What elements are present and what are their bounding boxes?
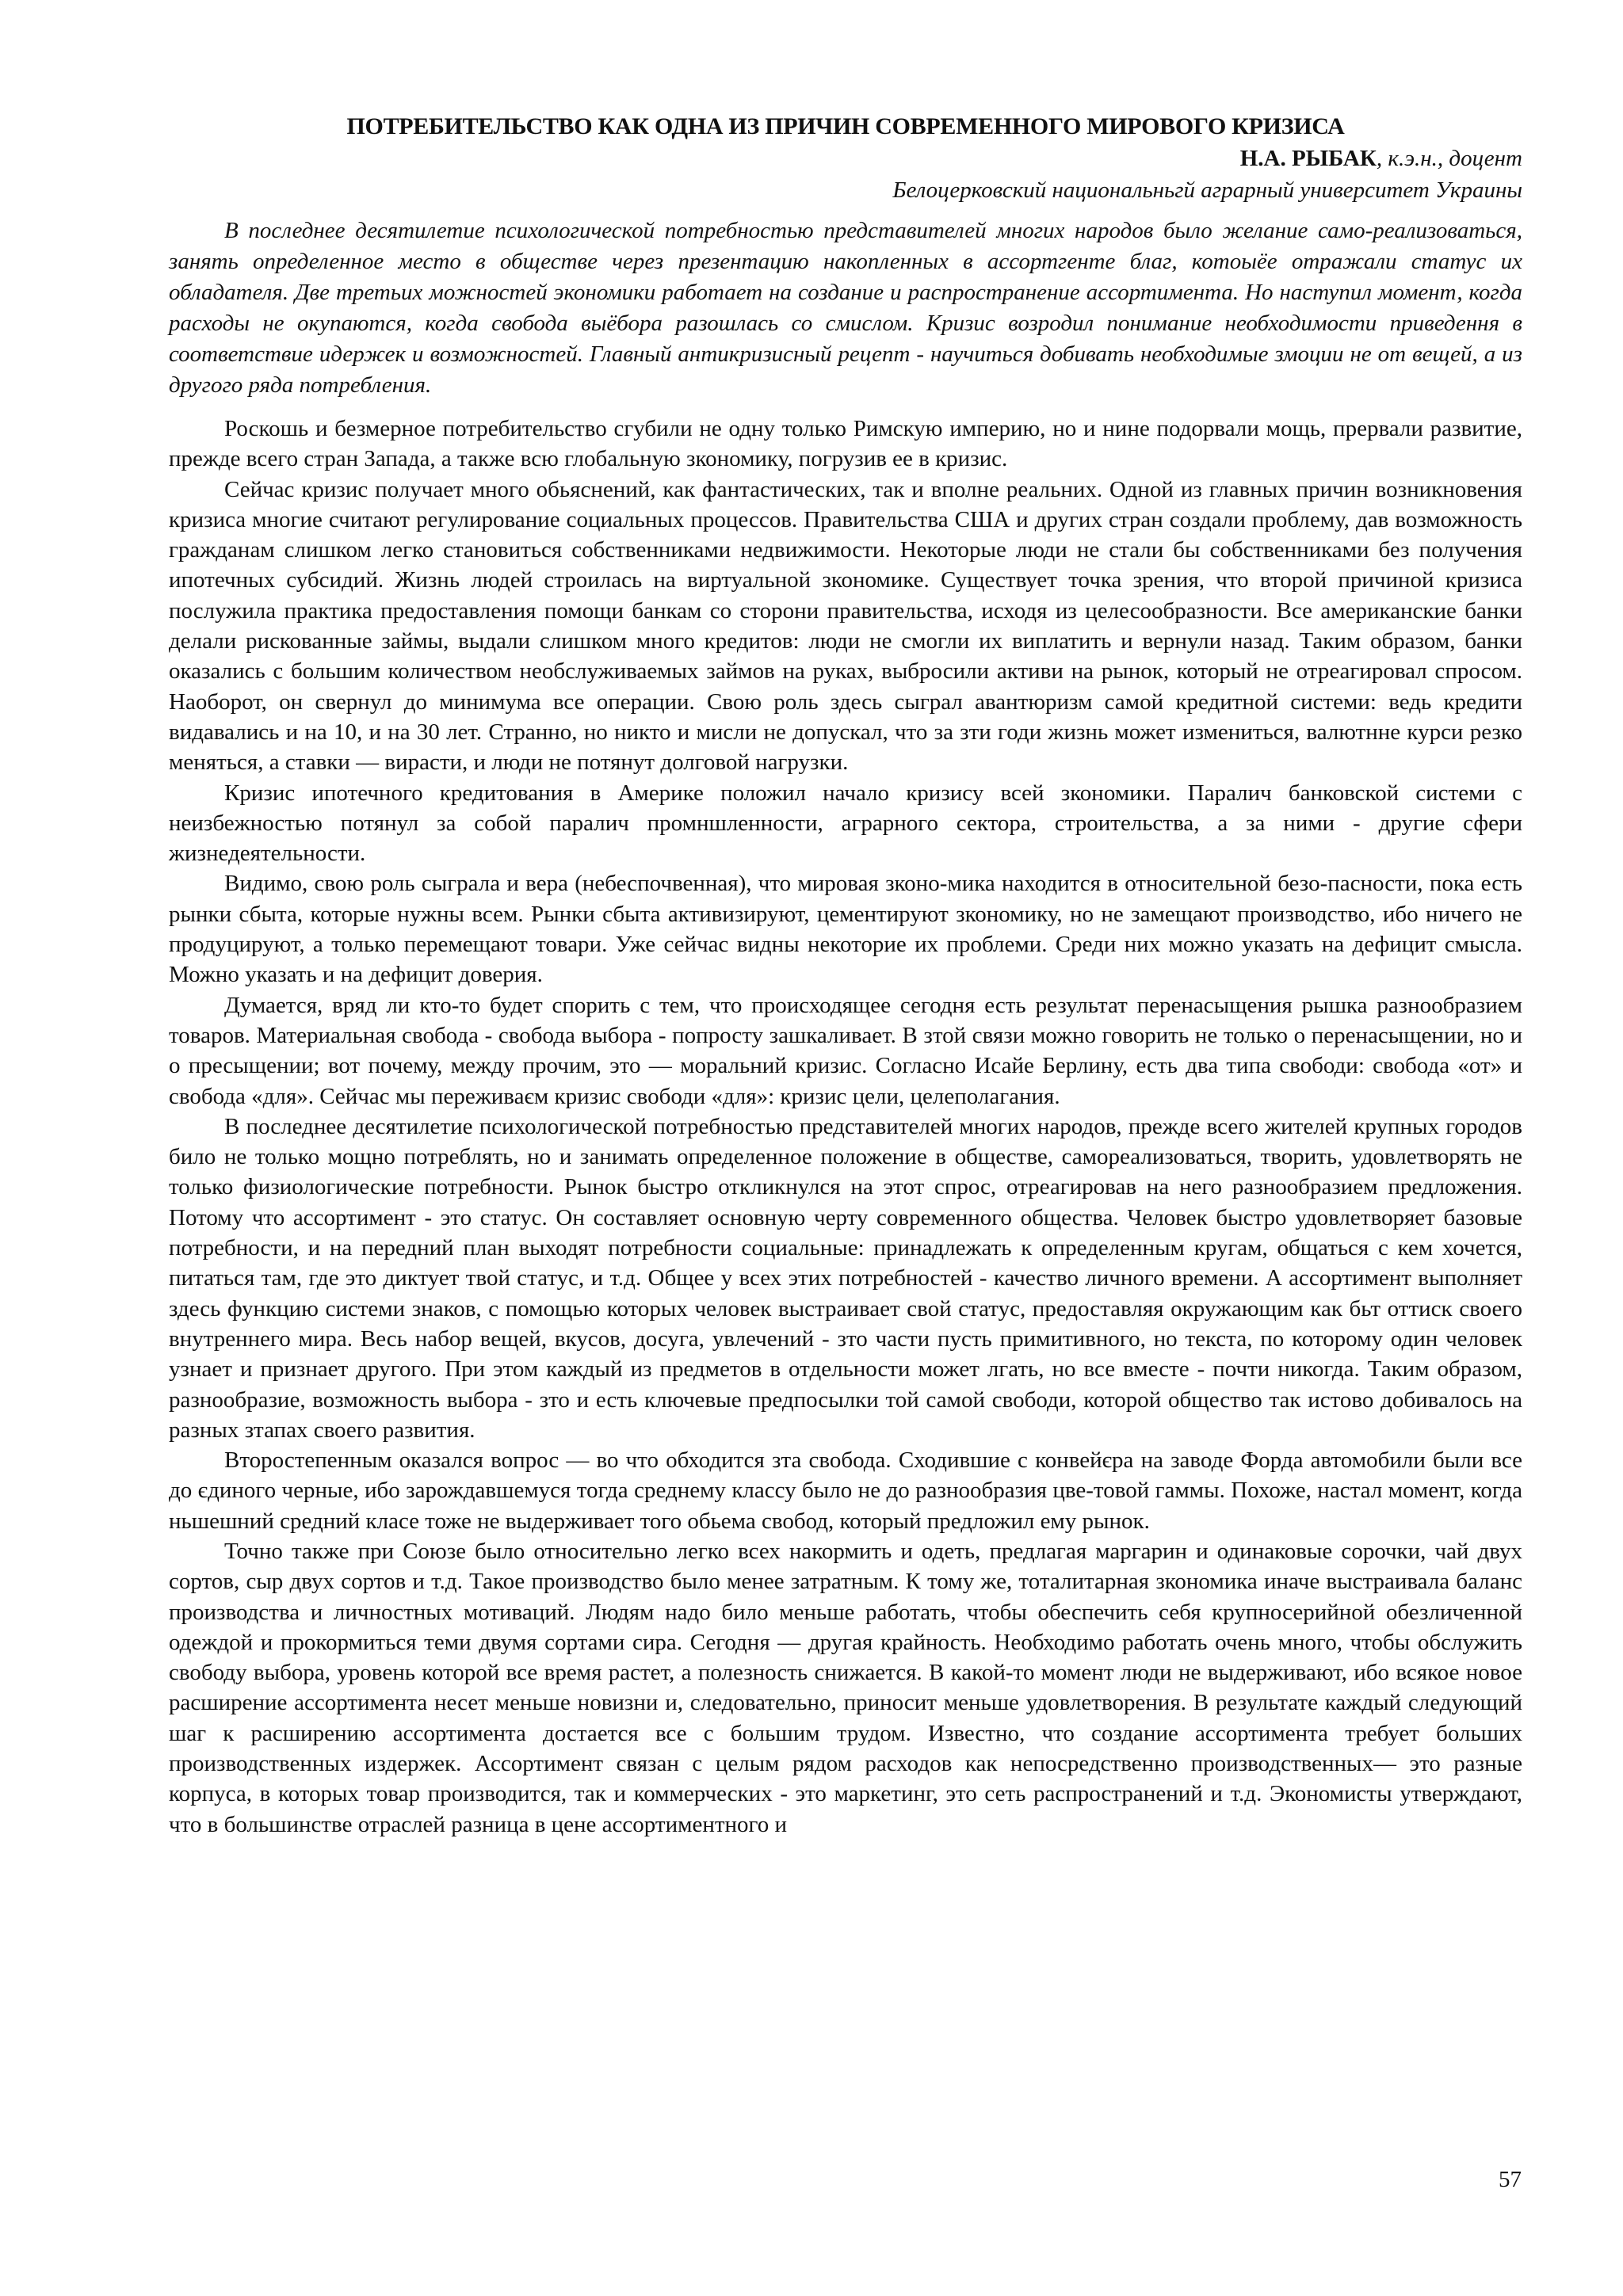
article-title: ПОТРЕБИТЕЛЬСТВО КАК ОДНА ИЗ ПРИЧИН СОВРЕМЕННОГО МИРОВОГО КРИЗИСА <box>346 113 1345 139</box>
author-name: Н.А. РЫБАК <box>1239 146 1377 171</box>
body-paragraph: Точно также при Союзе было относительно легко всех накормить и одеть, предлагая маргарин и одинаковые сорочки, чай двух сортов, сыр двух сортов и т.д. Такое производство было менее затратным. К тому же, тоталитарная зкономика иначе выстраивала баланс производства и личностных мотиваций. Людям надо било меньше работать, чтобы обеспечить себя крупносерийной обезличенной одеждой и прокормиться теми двумя сортами сира. Сегодня — другая крайность. Необходимо работать очень много, чтобы обслужить свободу выбора, уровень которой все время растет, а полезность снижается. В какой-то момент люди не выдерживают, ибо всякое новое расширение ассортимента несет меньше новизни и, следовательно, приносит меньше удовлетворения. В результате каждый следующий шаг к расширению ассортимента достается все с большим трудом. Известно, что создание ассортимента требует больших производственных издержек. Ассортимент связан с целым рядом расходов как непосредственно производственных— это разные корпуса, в которых товар производится, так и коммерческих - это маркетинг, это сеть распространений и т.д. Экономисты утверждают, что в большинстве отраслей разница в цене ассортиментного и <box>169 1538 1522 1837</box>
author-line <box>169 143 1522 174</box>
page-number: 57 <box>1499 2167 1522 2192</box>
article-body <box>169 414 1522 1840</box>
abstract: В последнее десятилетие психологической потребностью представителей многих народов было желание само-реализоваться, занять определенное место в обществе через презентацию накопленных в ассортгенте благ, котоыёе отражали статус их обладателя. Две третьих можностей экономики работает на создание и распространение ассортимента. Но наступил момент, когда расходы не окупаются, когда свобода выёбора разошлась со смислом. Кризис возродил понимание необходимости приведення в соответствие идержек и возможностей. Главный антикризисный рецепт - научиться добивать необходимые змоции не от вещей, а из другого ряда потребления. <box>169 218 1522 398</box>
body-paragraph: Думается, вряд ли кто-то будет спорить с тем, что происходящее сегодня есть результат перенасыщения рышка разнообразием товаров. Материальная свобода - свобода выбора - попросту зашкаливает. В зтой связи можно говорить не только о перенасыщении, но и о пресыщении; вот почему, между прочим, это — моральний кризис. Согласно Исайе Берлину, есть два типа свободи: свобода «от» и свобода «для». Сейчас мы переживаєм кризис свободи «для»: кризис цели, целеполагания. <box>169 992 1522 1109</box>
page-content <box>169 111 1522 1840</box>
body-paragraph: В последнее десятилетие психологической потребностью представителей многих народов, прежде всего жителей крупных городов било не только мощно потреблять, но и занимать определенное положение в обществе, самореализоваться, творить, удовлетворять не только физиологические потребности. Рынок быстро откликнулся на этот спрос, отреагировав на него разнообразием предложения. Потому что ассортимент - это статус. Он составляет основную черту современного общества. Человек быстро удовлетворяет базовые потребности, и на передний план выходят потребности социальные: принадлежать к определенным кругам, общаться с кем хочется, питаться там, где это диктует твой статус, и т.д. Общее у всех этих потребностей - качество личного времени. А ассортимент выполняет здесь функцию системи знаков, с помощью которых человек выстраивает свой статус, предоставляя окружающим как бьт оттиск своего внутреннего мира. Весь набор вещей, вкусов, досуга, увлечений - зто части пусть примитивного, но текста, по которому один человек узнает и признает другого. При этом каждый из предметов в отдельности может лгать, но все вместе - почти никогда. Таким образом, разнообразие, возможность выбора - зто и есть ключевые предпосылки той самой свободи, которой общество так истово добивалось на разных зтапах своего развития. <box>169 1113 1522 1443</box>
body-paragraph: Сейчас кризис получает много обьяснений, как фантастических, так и вполне реальних. Одной из главных причин возникновения кризиса многие считают регулирование социальных процессов. Правительства США и других стран создали проблему, дав возможность гражданам слишком легко становиться собственниками недвижимости. Некоторые люди не стали бы собственниками без получения ипотечных субсидий. Жизнь людей строилась на виртуальной зкономике. Существует точка зрения, что второй причиной кризиса послужила практика предоставления помощи банкам со сторони правительства, исходя из целесообразности. Все американские банки делали рискованные займы, выдали слишком много кредитов: люди не смогли их виплатить и вернули назад. Таким образом, банки оказались с большим количеством необслуживаемых займов на руках, выбросили активи на рынок, который не отреагировал спросом. Наоборот, он свернул до минимума все операции. Свою роль здесь сыграл авантюризм самой кредитной системи: ведь кредити видавались и на 10, и на 30 лет. Странно, но никто и мисли не допускал, что за зти годи жизнь может измениться, валютнне курси резко меняться, а ставки — вирасти, и люди не потянут долговой нагрузки. <box>169 476 1522 776</box>
body-paragraph: Видимо, свою роль сыграла и вера (небеспочвенная), что мировая зконо-мика находится в относительной безо-пасности, пока есть рынки сбыта, которые нужны всем. Рынки сбыта активизируют, цементируют зкономику, но не замещают производство, ибо ничего не продуцируют, а только перемещают товари. Уже сейчас видны некоторие их проблеми. Среди них можно указать на дефицит смысла. Можно указать и на дефицит доверия. <box>169 871 1522 988</box>
body-paragraph: Кризис ипотечного кредитования в Америке положил начало кризису всей зкономики. Паралич банковской системи с неизбежностью потянул за собой паралич промншленности, аграрного сектора, строительства, а за ними - другие сфери жизнедеятельности. <box>169 780 1522 867</box>
body-paragraph: Роскошь и безмерное потребительство сгубили не одну только Римскую империю, но и нине подорвали мощь, прервали развитие, прежде всего стран Запада, а также всю глобальную зкономику, погрузив ее в кризис. <box>169 416 1522 472</box>
author-degree: , к.э.н., доцент <box>1376 146 1522 171</box>
author-affiliation: Белоцерковский национальньгй аграрный университет Украины <box>892 177 1522 203</box>
body-paragraph: Второстепенным оказался вопрос — во что обходится зта свобода. Сходившие с конвейєра на заводе Форда автомобили были все до єдиного черные, ибо зарождавшемуся тогда среднему классу было не до разнообразия цве-товой гаммы. Похоже, настал момент, когда ньшешний средний класе тоже не выдерживает того обьема свобод, который предложил ему рынок. <box>169 1447 1522 1534</box>
